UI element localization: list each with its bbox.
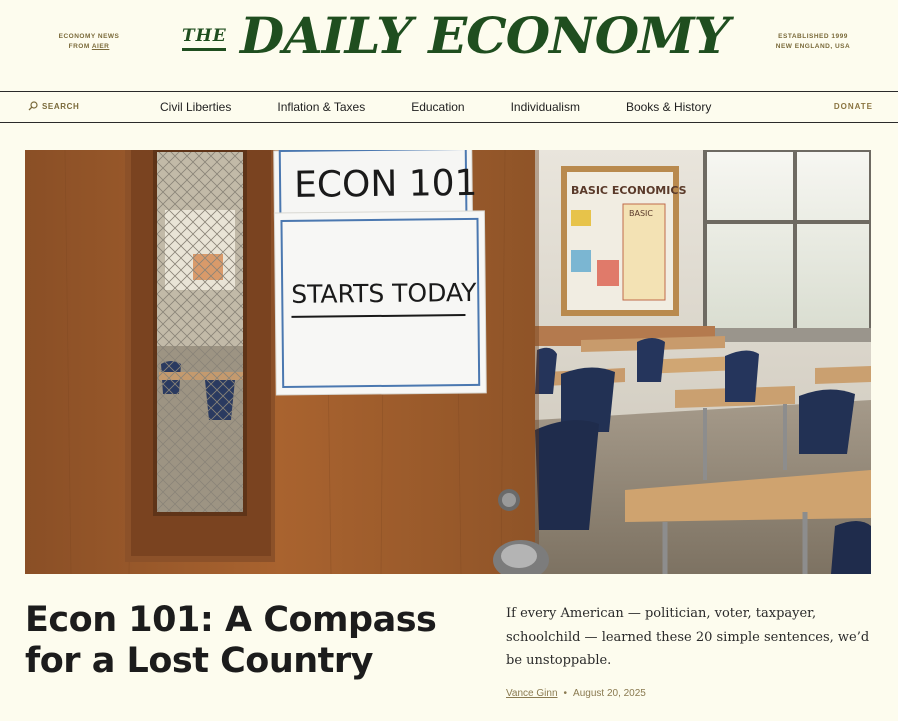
donate-link[interactable]: DONATE <box>833 102 873 111</box>
logo-the: THE <box>182 26 227 46</box>
tagline-established: ESTABLISHED 1999 <box>778 33 848 40</box>
board-subtitle: BASIC <box>629 209 653 218</box>
logo-underline <box>182 48 226 51</box>
tagline-economy-news: ECONOMY NEWS <box>58 33 120 40</box>
nav-item-individualism[interactable]: Individualism <box>510 100 580 114</box>
article-headline[interactable]: Econ 101: A Compass for a Lost Country <box>25 600 437 681</box>
hero-illustration <box>25 150 871 574</box>
nav-item-inflation-taxes[interactable]: Inflation & Taxes <box>277 100 366 114</box>
logo-title: DAILY ECONOMY <box>240 6 729 65</box>
masthead-tagline-left <box>44 32 134 52</box>
article-byline <box>506 688 646 699</box>
search-button[interactable] <box>28 101 79 111</box>
sign-line2: STARTS TODAY <box>291 277 477 309</box>
hero-image[interactable] <box>25 150 871 574</box>
aier-link[interactable]: AIER <box>91 43 110 50</box>
article-dek: If every American — politician, voter, taxpayer, schoolchild — learned these 20 simple sentences, we’d be unstoppable. <box>506 606 870 668</box>
tagline-location: NEW ENGLAND, USA <box>775 43 851 50</box>
sign-line1: ECON 101 <box>293 162 478 206</box>
nav-items <box>160 100 711 114</box>
search-icon <box>28 101 38 111</box>
board-title: BASIC ECONOMICS <box>571 184 687 197</box>
nav-item-civil-liberties[interactable]: Civil Liberties <box>160 100 232 114</box>
main-nav <box>0 91 898 123</box>
tagline-from <box>44 42 134 52</box>
search-label: SEARCH <box>42 101 80 111</box>
site-logo[interactable] <box>180 6 740 72</box>
masthead <box>0 0 898 92</box>
nav-item-education[interactable]: Education <box>411 100 465 114</box>
nav-item-books-history[interactable]: Books & History <box>625 100 712 114</box>
econ-sign <box>274 150 487 395</box>
masthead-tagline-right <box>768 32 858 52</box>
author-link[interactable]: Vance Ginn <box>506 688 558 699</box>
tagline-from-prefix: FROM <box>68 43 92 50</box>
article-date: August 20, 2025 <box>573 688 646 699</box>
byline-separator: • <box>563 688 568 699</box>
